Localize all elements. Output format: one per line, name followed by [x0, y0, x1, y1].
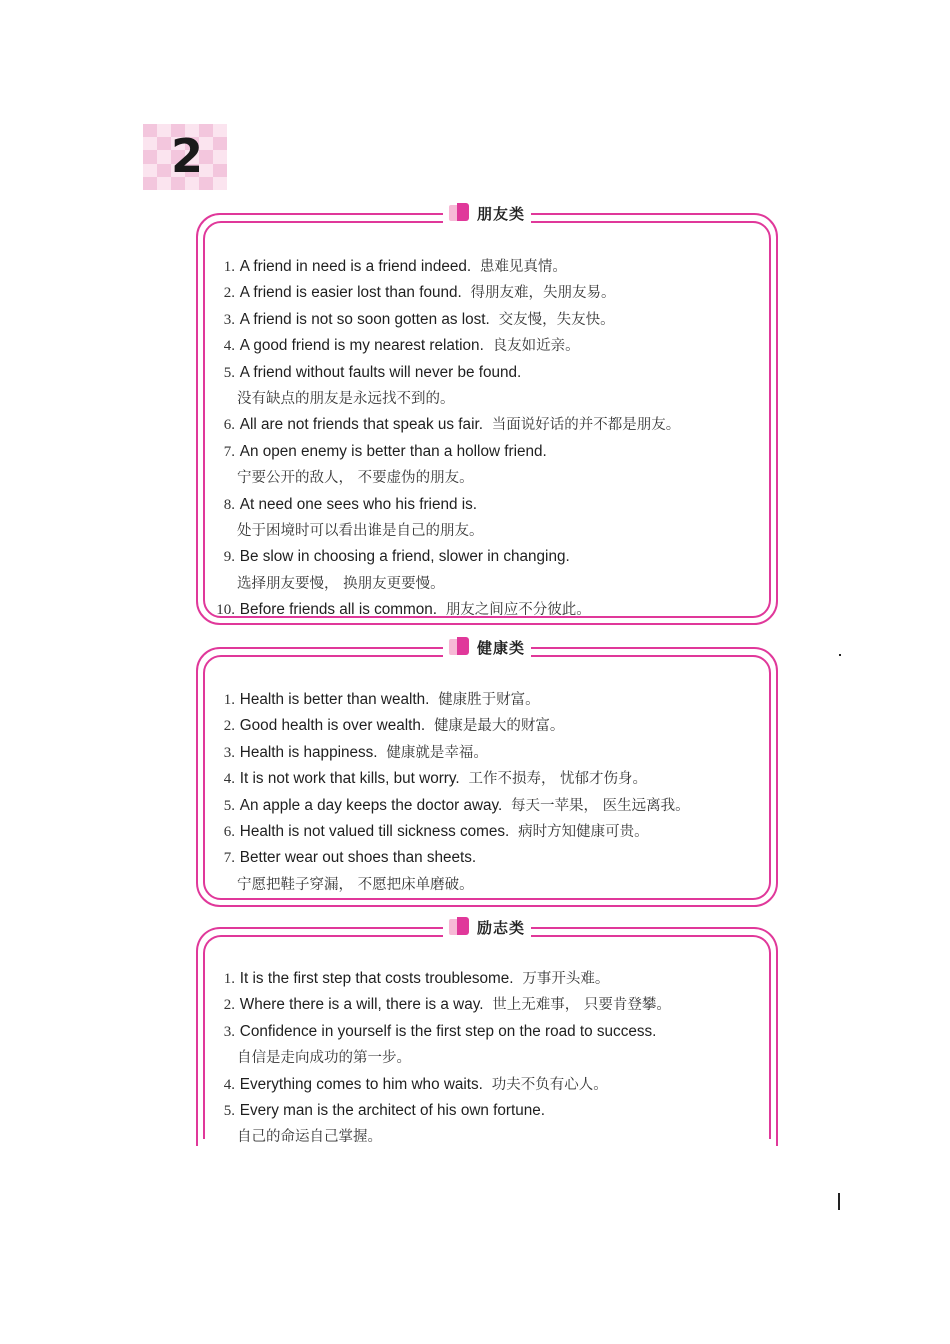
proverb-item — [210, 307, 764, 333]
section-title: 励志类 — [476, 918, 526, 937]
english-proverb: A friend without faults will never be found. — [239, 363, 522, 381]
translation-line — [210, 1124, 764, 1150]
proverb-item — [210, 597, 764, 623]
english-proverb: Good health is over wealth. — [239, 717, 426, 735]
book-icon — [449, 917, 471, 937]
proverb-item — [210, 819, 764, 845]
chinese-translation: 自信是走向成功的第一步。 — [237, 1050, 411, 1067]
proverb-item — [210, 793, 764, 819]
translation-line — [210, 872, 764, 898]
english-proverb: It is not work that kills, but worry. — [239, 770, 460, 788]
chinese-translation: 交友慢，失友快。 — [498, 311, 615, 328]
proverb-item — [210, 1019, 764, 1072]
section-title: 健康类 — [476, 638, 526, 657]
proverb-item — [210, 740, 764, 766]
item-number: 3. — [223, 744, 235, 761]
chinese-translation: 健康是最大的财富。 — [433, 718, 565, 735]
proverb-item — [210, 1098, 764, 1151]
proverb-item — [210, 766, 764, 792]
chinese-translation: 功夫不负有心人。 — [491, 1076, 608, 1093]
item-number: 1. — [223, 259, 235, 275]
english-proverb: An open enemy is better than a hollow friend. — [239, 442, 547, 460]
book-icon — [449, 203, 471, 223]
chinese-translation: 良友如近亲。 — [492, 338, 580, 355]
english-proverb: Health is better than wealth. — [239, 691, 430, 708]
english-proverb: At need one sees who his friend is. — [239, 495, 478, 513]
english-proverb: Before friends all is common. — [239, 601, 438, 619]
item-number: 7. — [223, 443, 235, 460]
translation-line — [210, 518, 764, 544]
page-number: 2 — [171, 129, 204, 183]
proverb-item — [210, 333, 764, 359]
item-number: 3. — [223, 1023, 235, 1040]
page-number-badge — [143, 124, 227, 190]
english-proverb: All are not friends that speak us fair. — [239, 416, 483, 434]
chinese-translation: 处于困境时可以看出谁是自己的朋友。 — [237, 523, 484, 540]
chinese-translation: 没有缺点的朋友是永远找不到的。 — [237, 391, 455, 408]
english-proverb: Where there is a will, there is a way. — [239, 996, 484, 1014]
item-number: 5. — [223, 364, 235, 381]
proverb-item — [210, 713, 764, 739]
proverb-item — [210, 992, 764, 1018]
item-number: 3. — [223, 311, 235, 328]
chinese-translation: 每天一苹果， 医生远离我。 — [511, 797, 690, 814]
translation-line — [210, 1045, 764, 1071]
chinese-translation: 万事开头难。 — [522, 971, 610, 987]
proverb-item — [210, 360, 764, 413]
item-number: 8. — [223, 496, 235, 513]
proverb-list — [210, 966, 764, 1151]
chinese-translation: 工作不损寿， 忧郁才伤身。 — [468, 771, 648, 788]
chinese-translation: 得朋友难，失朋友易。 — [470, 285, 616, 302]
english-proverb: A friend in need is a friend indeed. — [239, 258, 472, 275]
chinese-translation: 宁愿把鞋子穿漏， 不愿把床单磨破。 — [237, 876, 474, 893]
item-number: 6. — [223, 824, 235, 841]
item-number: 9. — [223, 549, 235, 566]
proverb-item — [210, 687, 764, 713]
item-number: 2. — [223, 997, 235, 1014]
english-proverb: Health is happiness. — [239, 743, 378, 761]
section-health — [196, 638, 778, 907]
chinese-translation: 健康胜于财富。 — [438, 692, 540, 708]
item-number: 2. — [223, 285, 235, 302]
english-proverb: A good friend is my nearest relation. — [239, 337, 484, 355]
english-proverb: Everything comes to him who waits. — [239, 1075, 483, 1093]
proverb-list — [210, 687, 764, 898]
proverb-item — [210, 280, 764, 306]
english-proverb: Health is not valued till sickness comes. — [239, 823, 510, 841]
margin-tick — [838, 1193, 840, 1210]
section-motivation — [196, 918, 778, 1146]
section-header — [443, 633, 531, 661]
margin-dot — [839, 654, 841, 656]
chinese-translation: 病时方知健康可贵。 — [518, 824, 649, 841]
english-proverb: A friend is easier lost than found. — [239, 284, 462, 302]
proverb-list — [210, 254, 764, 624]
book-icon — [449, 637, 471, 657]
english-proverb: A friend is not so soon gotten as lost. — [239, 310, 490, 328]
chinese-translation: 健康就是幸福。 — [386, 744, 488, 761]
chinese-translation: 宁要公开的敌人， 不要虚伪的朋友。 — [237, 470, 474, 487]
english-proverb: Confidence in yourself is the first step on the road to success. — [239, 1022, 657, 1040]
chinese-translation: 世上无难事， 只要肯登攀。 — [492, 997, 671, 1014]
item-number: 6. — [223, 417, 235, 434]
item-number: 4. — [223, 338, 235, 355]
english-proverb: It is the first step that costs troublesome. — [239, 970, 514, 987]
english-proverb: Better wear out shoes than sheets. — [239, 849, 477, 867]
proverb-item — [210, 254, 764, 280]
proverb-item — [210, 845, 764, 898]
section-header — [443, 913, 531, 941]
english-proverb: An apple a day keeps the doctor away. — [239, 796, 503, 814]
translation-line — [210, 571, 764, 597]
translation-line — [210, 465, 764, 491]
item-number: 4. — [223, 771, 235, 788]
english-proverb: Every man is the architect of his own fortune. — [239, 1102, 546, 1120]
section-header — [443, 199, 531, 227]
chinese-translation: 自己的命运自己掌握。 — [237, 1129, 382, 1146]
proverb-item — [210, 966, 764, 992]
english-proverb: Be slow in choosing a friend, slower in changing. — [239, 548, 570, 566]
proverb-item — [210, 544, 764, 597]
section-friends — [196, 204, 778, 625]
item-number: 4. — [223, 1076, 235, 1093]
item-number: 2. — [223, 718, 235, 735]
chinese-translation: 患难见真情。 — [479, 259, 567, 275]
proverb-item — [210, 412, 764, 438]
item-number: 10. — [216, 602, 235, 619]
chinese-translation: 当面说好话的并不都是朋友。 — [491, 417, 681, 434]
item-number: 7. — [223, 850, 235, 867]
proverb-item — [210, 439, 764, 492]
translation-line — [210, 386, 764, 412]
item-number: 5. — [223, 1103, 235, 1120]
item-number: 1. — [223, 971, 235, 987]
proverb-item — [210, 1072, 764, 1098]
proverb-item — [210, 492, 764, 545]
item-number: 1. — [223, 692, 235, 708]
item-number: 5. — [223, 797, 235, 814]
section-title: 朋友类 — [476, 204, 526, 223]
chinese-translation: 选择朋友要慢， 换朋友更要慢。 — [237, 575, 445, 592]
chinese-translation: 朋友之间应不分彼此。 — [445, 602, 591, 619]
